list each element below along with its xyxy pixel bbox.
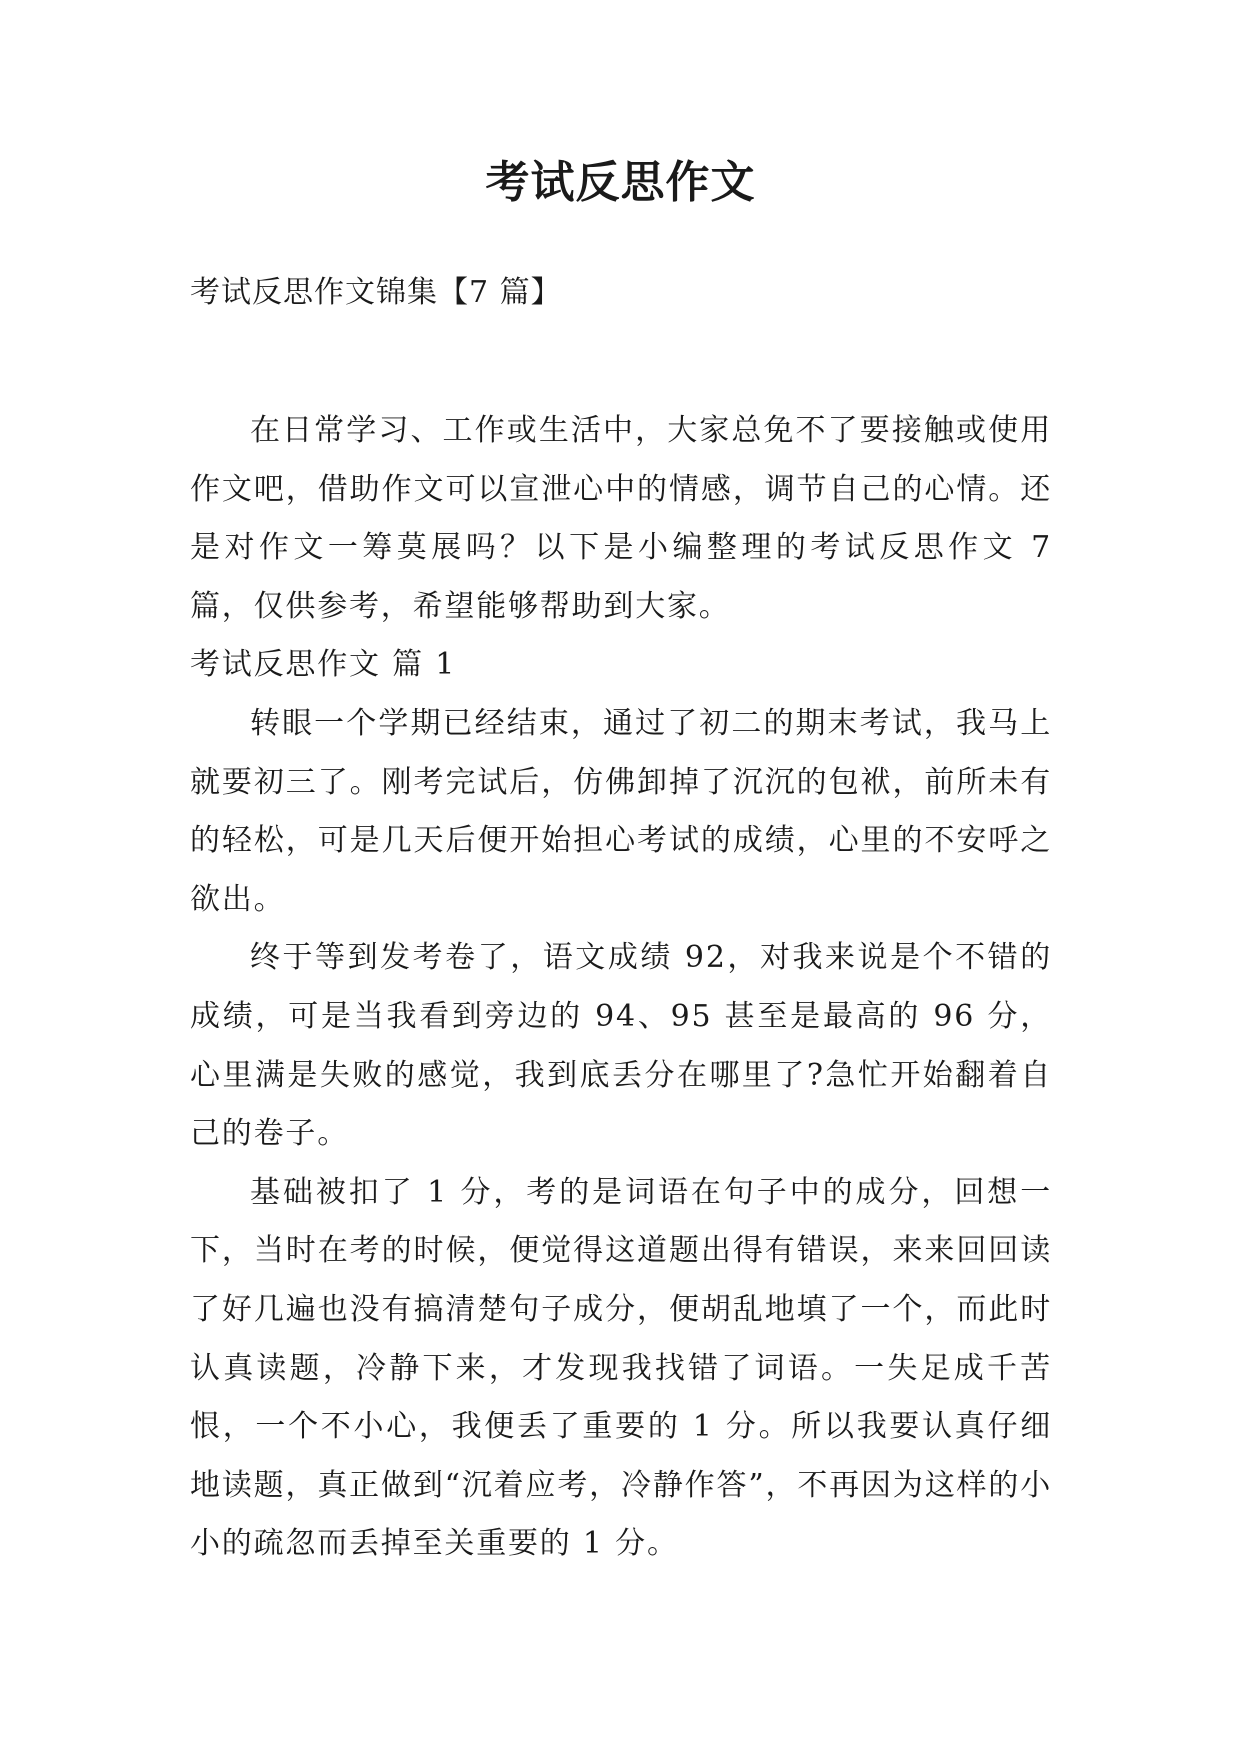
section-heading: 考试反思作文 篇 1 [190,647,457,683]
document-subtitle: 考试反思作文锦集【7 篇】 [190,275,562,310]
body-paragraph: 终于等到发考卷了，语文成绩 92，对我来说是个不错的成绩，可是当我看到旁边的 94、95 甚至是最高的 96 分，心里满是失败的感觉，我到底丢分在哪里了?急忙开始翻着自己的卷子。 [190,940,1052,1152]
document-body [190,402,1052,1574]
intro-paragraph: 在日常学习、工作或生活中，大家总免不了要接触或使用作文吧，借助作文可以宣泄心中的情感，调节自己的心情。还是对作文一筹莫展吗？以下是小编整理的考试反思作文 7 篇，仅供参考，希望能够帮助到大家。 [190,413,1052,624]
body-paragraph: 转眼一个学期已经结束，通过了初二的期末考试，我马上就要初三了。刚考完试后，仿佛卸掉了沉沉的包袱，前所未有的轻松，可是几天后便开始担心考试的成绩，心里的不安呼之欲出。 [190,705,1052,917]
body-paragraph: 基础被扣了 1 分，考的是词语在句子中的成分，回想一下，当时在考的时候，便觉得这道题出得有错误，来来回回读了好几遍也没有搞清楚句子成分，便胡乱地填了一个，而此时认真读题，冷静下来，才发现我找错了词语。一失足成千苦恨，一个不小心，我便丢了重要的 1 分。所以我要认真仔细地读题，真正做到“沉着应考，冷静作答”，不再因为这样的小小的疏忽而丢掉至关重要的 1 分。 [190,1174,1052,1562]
document-title: 考试反思作文 [485,157,756,208]
